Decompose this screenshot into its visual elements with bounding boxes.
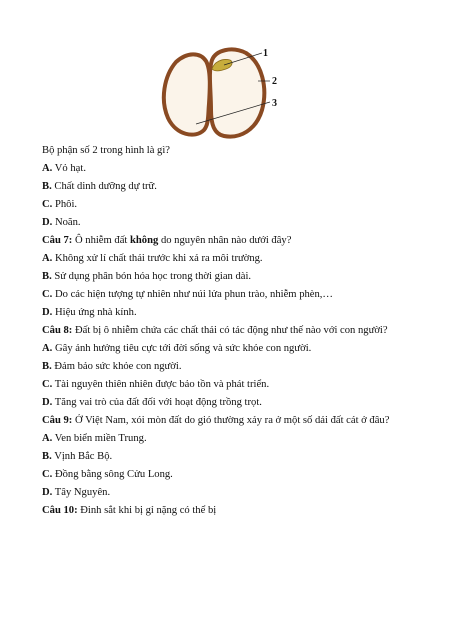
question-7-option-c — [42, 288, 333, 301]
option-label: D. — [42, 217, 53, 228]
question-9-stem — [42, 414, 389, 427]
option-label: A. — [42, 343, 53, 354]
option-label: B. — [42, 271, 52, 282]
option-text: Gây ảnh hưởng tiêu cực tới đời sống và sức khỏe con người. — [54, 343, 312, 354]
option-text: Không xử lí chất thải trước khi xả ra môi trường. — [54, 253, 263, 264]
option-label: A. — [42, 163, 53, 174]
option-label: B. — [42, 181, 52, 192]
option-text: Tài nguyên thiên nhiên được bảo tồn và phát triển. — [54, 379, 270, 390]
seed-diagram — [150, 38, 300, 140]
option-label: C. — [42, 379, 53, 390]
option-text: Hiệu ứng nhà kính. — [54, 307, 137, 318]
option-label: B. — [42, 361, 52, 372]
question-text: Đất bị ô nhiễm chứa các chất thải có tác động như thế nào với con người? — [74, 325, 388, 336]
option-label: D. — [42, 307, 53, 318]
question-6-stem: Bộ phận số 2 trong hình là gì? — [42, 145, 170, 156]
seed-diagram-svg — [150, 38, 300, 140]
option-text: Ven biển miền Trung. — [54, 433, 147, 444]
question-9-option-a — [42, 432, 147, 445]
option-label: A. — [42, 253, 53, 264]
question-9-option-d — [42, 486, 110, 499]
option-text: Tăng vai trò của đất đối với hoạt động trồng trọt. — [54, 397, 262, 408]
question-text: Ô nhiễm đất — [74, 235, 128, 246]
question-number: Câu 9: — [42, 415, 73, 426]
option-label: C. — [42, 469, 53, 480]
figure-label-3: 3 — [272, 98, 277, 109]
option-text: Noãn. — [54, 217, 81, 228]
option-label: C. — [42, 289, 53, 300]
option-text: Đảm bảo sức khỏe con người. — [54, 361, 182, 372]
question-7-option-b — [42, 270, 251, 283]
question-number: Câu 10: — [42, 505, 78, 516]
question-text: Ở Việt Nam, xói mòn đất do gió thường xảy ra ở một số dải đất cát ở đâu? — [74, 415, 390, 426]
option-label: C. — [42, 199, 53, 210]
option-label: B. — [42, 451, 52, 462]
question-8-option-d — [42, 396, 262, 409]
question-text: Đinh sắt khi bị gỉ nặng có thể bị — [80, 505, 217, 516]
option-text: Vỏ hạt. — [54, 163, 86, 174]
question-10-stem — [42, 504, 216, 517]
question-7-option-a — [42, 252, 263, 265]
question-8-option-b — [42, 360, 182, 373]
question-9-option-c — [42, 468, 173, 481]
option-text: Phôi. — [54, 199, 78, 210]
option-text: Chất dinh dưỡng dự trữ. — [54, 181, 157, 192]
option-text: Vịnh Bắc Bộ. — [54, 451, 113, 462]
question-6-option-a — [42, 162, 86, 175]
question-emphasis: không — [130, 235, 159, 246]
question-text: do nguyên nhân nào dưới đây? — [160, 235, 292, 246]
question-6-option-d — [42, 216, 81, 229]
question-6-option-b — [42, 180, 157, 193]
option-text: Sử dụng phân bón hóa học trong thời gian dài. — [54, 271, 252, 282]
question-8-stem — [42, 324, 388, 337]
option-label: A. — [42, 433, 53, 444]
question-7-option-d — [42, 306, 137, 319]
question-8-option-c — [42, 378, 269, 391]
question-6-option-c — [42, 198, 77, 211]
figure-label-2: 2 — [272, 76, 277, 87]
question-7-stem — [42, 234, 291, 247]
option-label: D. — [42, 487, 53, 498]
cotyledon-left — [164, 54, 210, 134]
question-9-option-b — [42, 450, 112, 463]
option-label: D. — [42, 397, 53, 408]
question-number: Câu 8: — [42, 325, 73, 336]
figure-label-1: 1 — [263, 48, 268, 59]
option-text: Tây Nguyên. — [54, 487, 111, 498]
question-8-option-a — [42, 342, 311, 355]
question-number: Câu 7: — [42, 235, 73, 246]
option-text: Do các hiện tượng tự nhiên như núi lửa phun trào, nhiễm phèn,… — [54, 289, 334, 300]
option-text: Đồng bằng sông Cửu Long. — [54, 469, 173, 480]
